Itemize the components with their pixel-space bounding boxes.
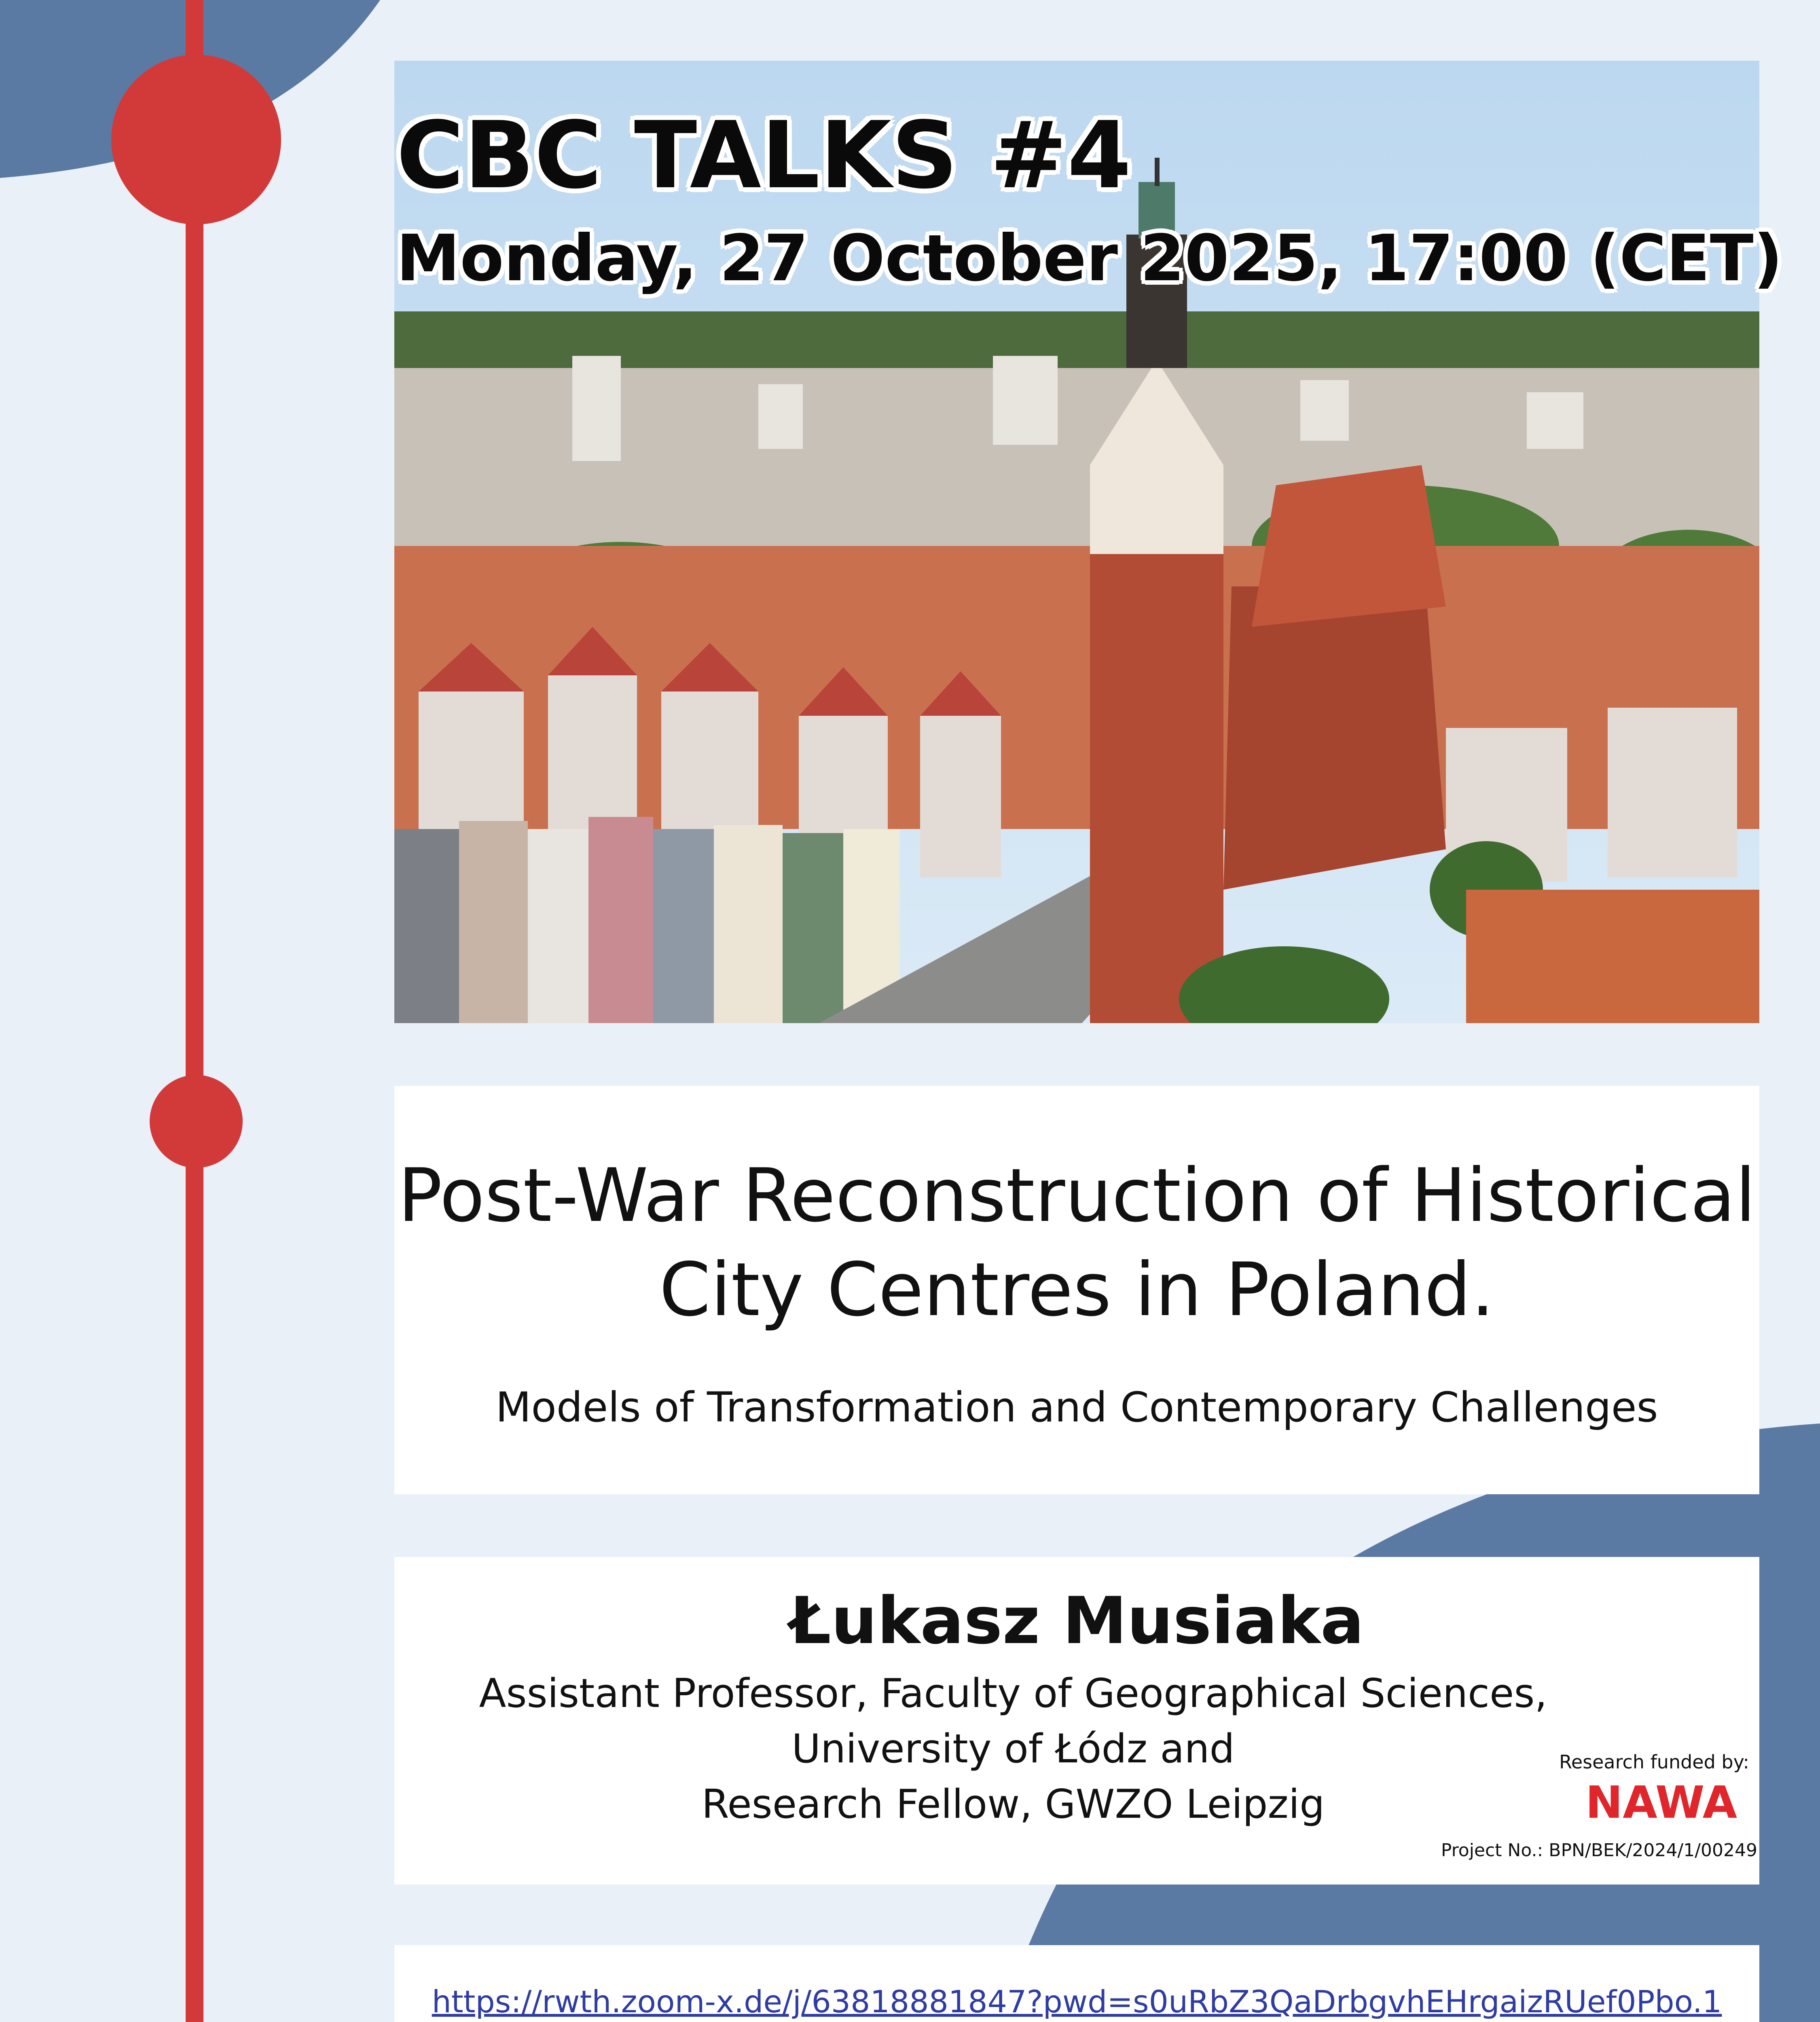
nawa-logo: [1585, 1781, 1739, 1822]
event-title: CBC TALKS #4: [396, 102, 1132, 209]
talk-title: [394, 1148, 1759, 1337]
funded-by-label: Research funded by:: [1559, 1751, 1749, 1773]
talk-title-line-2: City Centres in Poland.: [659, 1246, 1494, 1332]
talk-title-line-1: Post-War Reconstruction of Historical: [398, 1153, 1756, 1238]
talk-title-card: [394, 1086, 1759, 1494]
timeline-node-middle: [150, 1075, 243, 1168]
talk-subtitle: Models of Transformation and Contemporary Challenges: [495, 1383, 1658, 1432]
timeline-node-top: [111, 55, 281, 224]
event-date: Monday, 27 October 2025, 17:00 (CET): [396, 221, 1783, 296]
svg-text:NAWA: NAWA: [1585, 1781, 1737, 1822]
meeting-card: [394, 1945, 1759, 2022]
affiliation-line-1: Assistant Professor, Faculty of Geographical Sciences,: [479, 1671, 1547, 1717]
zoom-link[interactable]: https://rwth.zoom-x.de/j/63818881847?pwd=s0uRbZ3QaDrbgvhEHrgaizRUef0Pbo.1: [432, 1984, 1722, 2020]
timeline-line: [186, 0, 203, 2022]
speaker-card: [394, 1557, 1759, 1885]
project-number: Project No.: BPN/BEK/2024/1/00249: [1441, 1840, 1757, 1861]
speaker-name: Łukasz Musiaka: [789, 1583, 1364, 1658]
speaker-affiliation: [447, 1666, 1579, 1833]
affiliation-line-2: University of Łódz and: [791, 1726, 1235, 1772]
affiliation-line-3: Research Fellow, GWZO Leipzig: [701, 1781, 1325, 1828]
